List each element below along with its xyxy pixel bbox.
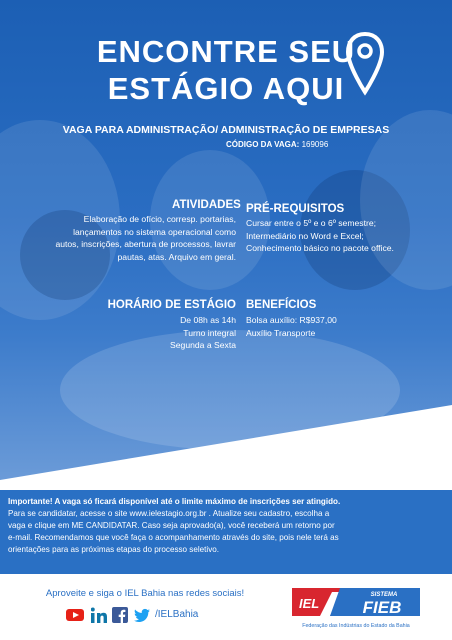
title-line-2: ESTÁGIO AQUI (107, 71, 345, 106)
atividades-line: autos, inscrições, abertura de processos, lavrar (55, 239, 236, 249)
svg-text:SISTEMA: SISTEMA (370, 592, 398, 598)
horario-line: Turno integral (183, 327, 236, 338)
linkedin-icon[interactable] (91, 606, 107, 624)
prerequisitos-line: Cursar entre o 5º e o 6º semestre; (246, 218, 376, 228)
info-line: orientações para as próximas etapas do processo seletivo. (8, 545, 220, 554)
beneficios-text (246, 314, 446, 339)
twitter-icon[interactable] (133, 606, 151, 624)
facebook-icon[interactable] (112, 606, 128, 624)
prerequisitos-heading: PRÉ-REQUISITOS (246, 203, 345, 215)
info-line: vaga e clique em ME CANDIDATAR. Caso seja aprovado(a), você receberá um retorno por (8, 521, 335, 530)
horario-line: De 08h as 14h (180, 315, 236, 325)
atividades-line: lançamentos no sistema operacional como (73, 226, 236, 237)
job-title: VAGA PARA ADMINISTRAÇÃO/ ADMINISTRAÇÃO DE EMPRESAS (62, 124, 390, 136)
job-code-label: CÓDIGO DA VAGA: (226, 140, 300, 149)
horario-line: Segunda a Sexta (170, 340, 236, 350)
location-pin-icon (346, 32, 384, 106)
atividades-line: pautas, atas. Arquivo em geral. (117, 251, 236, 262)
title-line-1: ENCONTRE SEU (96, 34, 356, 69)
social-handle[interactable]: /IELBahia (155, 609, 199, 620)
svg-text:FIEB: FIEB (362, 598, 402, 617)
social-follow-text: Aproveite e siga o IEL Bahia nas redes sociais! (45, 588, 245, 599)
prerequisitos-line: Intermediário no Word e Excel; (246, 230, 364, 241)
info-important: Importante! A vaga só ficará disponível até o limite máximo de inscrições ser atingido. (8, 497, 341, 506)
atividades-heading: ATIVIDADES (172, 199, 241, 211)
info-line: e-mail. Recomendamos que você faça o acompanhamento através do site, pois nele terá as (8, 533, 339, 542)
job-code (226, 140, 328, 149)
info-box (0, 490, 452, 574)
beneficios-line: Auxílio Transporte (246, 327, 316, 338)
atividades-line: Elaboração de ofício, corresp. portarias, (83, 214, 236, 224)
youtube-icon[interactable] (66, 606, 84, 624)
horario-heading: HORÁRIO DE ESTÁGIO (107, 299, 236, 311)
horario-text (96, 314, 236, 352)
prerequisitos-text (246, 217, 446, 255)
atividades-text (20, 213, 236, 263)
beneficios-line: Bolsa auxílio: R$937,00 (246, 315, 337, 325)
svg-text:IEL: IEL (299, 596, 320, 611)
beneficios-heading: BENEFÍCIOS (246, 299, 317, 311)
prerequisitos-line: Conhecimento básico no pacote office. (246, 243, 394, 253)
info-line: Para se candidatar, acesse o site www.ielestagio.org.br . Atualize seu cadastro, escolha a (8, 509, 330, 518)
svg-text:Federação das Indústrias do Es: Federação das Indústrias do Estado da Bahia (302, 623, 410, 629)
job-code-value: 169096 (301, 140, 329, 149)
iel-fieb-logo (292, 584, 420, 632)
